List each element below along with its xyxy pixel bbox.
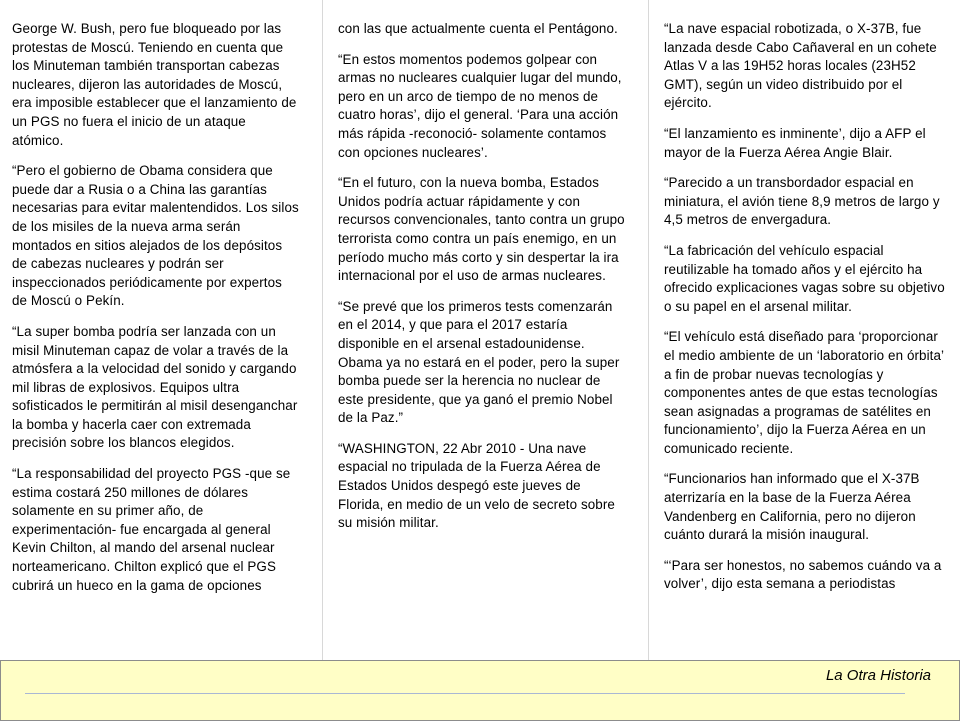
- paragraph: “WASHINGTON, 22 Abr 2010 - Una nave espacial no tripulada de la Fuerza Aérea de Estados Unidos despegó este jueves de Florida, en medio de un velo de secreto sobre su misión militar.: [338, 440, 615, 531]
- paragraph: “La fabricación del vehículo espacial reutilizable ha tomado años y el ejército ha ofrecido explicaciones vagas sobre su objetivo o su papel en el arsenal militar.: [664, 242, 945, 314]
- paragraph: “La responsabilidad del proyecto PGS -que se estima costará 250 millones de dólares solamente en su primer año, de experimentación- fue encargada al general Kevin Chilton, al mando del arsenal nuclear norteamericano. Chilton explicó que el PGS cubrirá un hueco en la gama de opciones: [12, 466, 291, 593]
- paragraph: “El vehículo está diseñado para ‘proporcionar el medio ambiente de un ‘laboratorio en órbita’ a fin de probar nuevas tecnologías y componentes antes de que estas tecnologías sean asignadas a programas de satélites en funcionamiento’, dijo la Fuerza Aérea en un comunicado reciente.: [664, 329, 944, 456]
- paragraph: “Funcionarios han informado que el X-37B aterrizaría en la base de la Fuerza Aérea Vandenberg en California, pero no dijeron cuánto durará la misión inaugural.: [664, 471, 920, 543]
- paragraph: “La nave espacial robotizada, o X-37B, fue lanzada desde Cabo Cañaveral en un cohete Atlas V a las 19H52 horas locales (23H52 GMT), según un video distribuido por el ejército.: [664, 21, 937, 111]
- paragraph: George W. Bush, pero fue bloqueado por las protestas de Moscú. Teniendo en cuenta que los Minuteman también transportan cabezas nucleares, dijeron las autoridades de Moscú, era imposible establecer que el lanzamiento de un PGS no fuera el inicio de un ataque atómico.: [12, 21, 297, 148]
- text-column-1: [12, 20, 300, 607]
- paragraph: “En estos momentos podemos golpear con armas no nucleares cualquier lugar del mundo, pero en un arco de tiempo de no menos de cuatro horas’, dijo el general. ‘Para una acción más rápida -reconoció- solamente contamos con opciones nucleares’.: [338, 51, 622, 160]
- text-column-3: [664, 20, 952, 606]
- paragraph: “Parecido a un transbordador espacial en miniatura, el avión tiene 8,9 metros de largo y 4,5 metros de envergadura.: [664, 175, 940, 228]
- footer-rule: [25, 693, 905, 694]
- paragraph: “Se prevé que los primeros tests comenzarán en el 2014, y que para el 2017 estaría disponible en el arsenal estadounidense. Obama ya no estará en el poder, pero la super bomba puede ser la herencia no nuclear de este presidente, que ya ganó el premio Nobel de la Paz.”: [338, 298, 620, 426]
- text-column-2: [338, 20, 626, 545]
- paragraph: “En el futuro, con la nueva bomba, Estados Unidos podría actuar rápidamente y con recursos convencionales, tanto contra un grupo terrorista como contra un país enemigo, en un período mucho más corto y sin despertar la ira internacional por el uso de armas nucleares.: [338, 175, 625, 284]
- paragraph: “El lanzamiento es inminente’, dijo a AFP el mayor de la Fuerza Aérea Angie Blair.: [664, 125, 926, 160]
- column-divider: [648, 0, 649, 660]
- paragraph: con las que actualmente cuenta el Pentágono.: [338, 21, 618, 36]
- paragraph: “La super bomba podría ser lanzada con un misil Minuteman capaz de volar a través de la atmósfera a la velocidad del sonido y cargando mil libras de explosivos. Equipos ultra sofisticados le permitirán al misil desenganchar la bomba y hacerla caer con extremada precisión sobre los blancos elegidos.: [12, 323, 298, 451]
- paragraph: “Pero el gobierno de Obama considera que puede dar a Rusia o a China las garantías necesarias para evitar malentendidos. Los silos de los misiles de la nueva arma serán montados en sitios alejados de los depósitos de cabezas nucleares y podrán ser inspeccionados periódicamente por expertos de Moscú o Pekín.: [12, 163, 299, 309]
- footer-bar: [0, 660, 960, 721]
- column-divider: [322, 0, 323, 660]
- paragraph: “‘Para ser honestos, no sabemos cuándo va a volver’, dijo esta semana a periodistas: [664, 557, 942, 592]
- footer-title: La Otra Historia: [825, 667, 931, 684]
